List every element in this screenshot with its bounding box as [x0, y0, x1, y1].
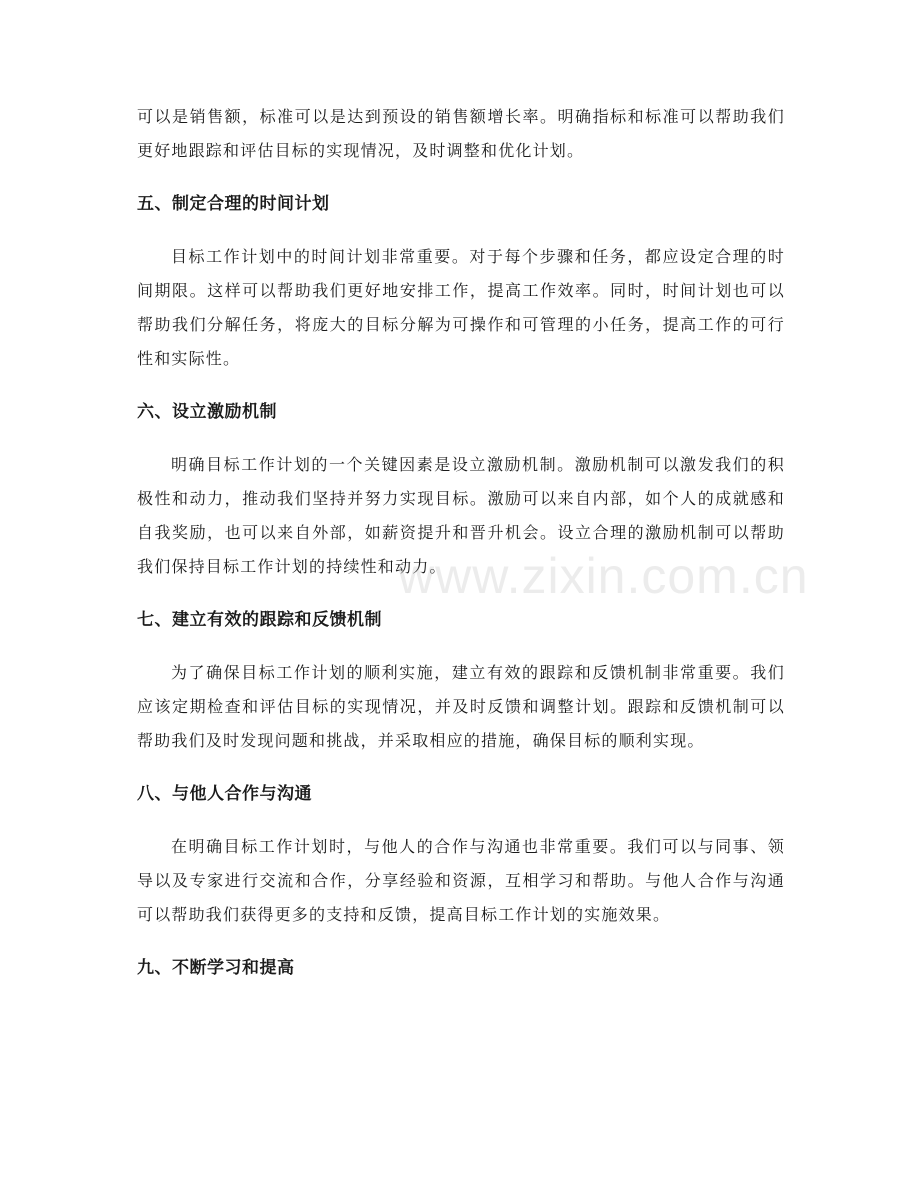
section-heading-8: 八、与他人合作与沟通	[137, 784, 312, 804]
section-body-5: 目标工作计划中的时间计划非常重要。对于每个步骤和任务，都应设定合理的时间期限。这样可以帮助我们更好地安排工作，提高工作效率。同时，时间计划也可以帮助我们分解任务，将庞大的目标分解为可操作和可管理的小任务，提高工作的可行性和实际性。	[137, 247, 785, 368]
section-heading-7: 七、建立有效的跟踪和反馈机制	[137, 610, 382, 630]
intro-paragraph: 可以是销售额，标准可以是达到预设的销售额增长率。明确指标和标准可以帮助我们更好地跟踪和评估目标的实现情况，及时调整和优化计划。	[137, 107, 785, 160]
section-body-6: 明确目标工作计划的一个关键因素是设立激励机制。激励机制可以激发我们的积极性和动力，推动我们坚持并努力实现目标。激励可以来自内部，如个人的成就感和自我奖励，也可以来自外部，如薪资提升和晋升机会。设立合理的激励机制可以帮助我们保持目标工作计划的持续性和动力。	[137, 455, 785, 576]
watermark-text: www.zixin.com.cn	[398, 548, 809, 604]
section-body-7: 为了确保目标工作计划的顺利实施，建立有效的跟踪和反馈机制非常重要。我们应该定期检查和评估目标的实现情况，并及时反馈和调整计划。跟踪和反馈机制可以帮助我们及时发现问题和挑战，并采取相应的措施，确保目标的顺利实现。	[137, 663, 785, 750]
section-heading-5: 五、制定合理的时间计划	[137, 194, 330, 214]
section-body-8: 在明确目标工作计划时，与他人的合作与沟通也非常重要。我们可以与同事、领导以及专家进行交流和合作，分享经验和资源，互相学习和帮助。与他人合作与沟通可以帮助我们获得更多的支持和反馈，提高目标工作计划的实施效果。	[137, 837, 785, 924]
document-content	[137, 100, 785, 1004]
section-heading-9: 九、不断学习和提高	[137, 958, 295, 978]
section-heading-6: 六、设立激励机制	[137, 402, 277, 422]
